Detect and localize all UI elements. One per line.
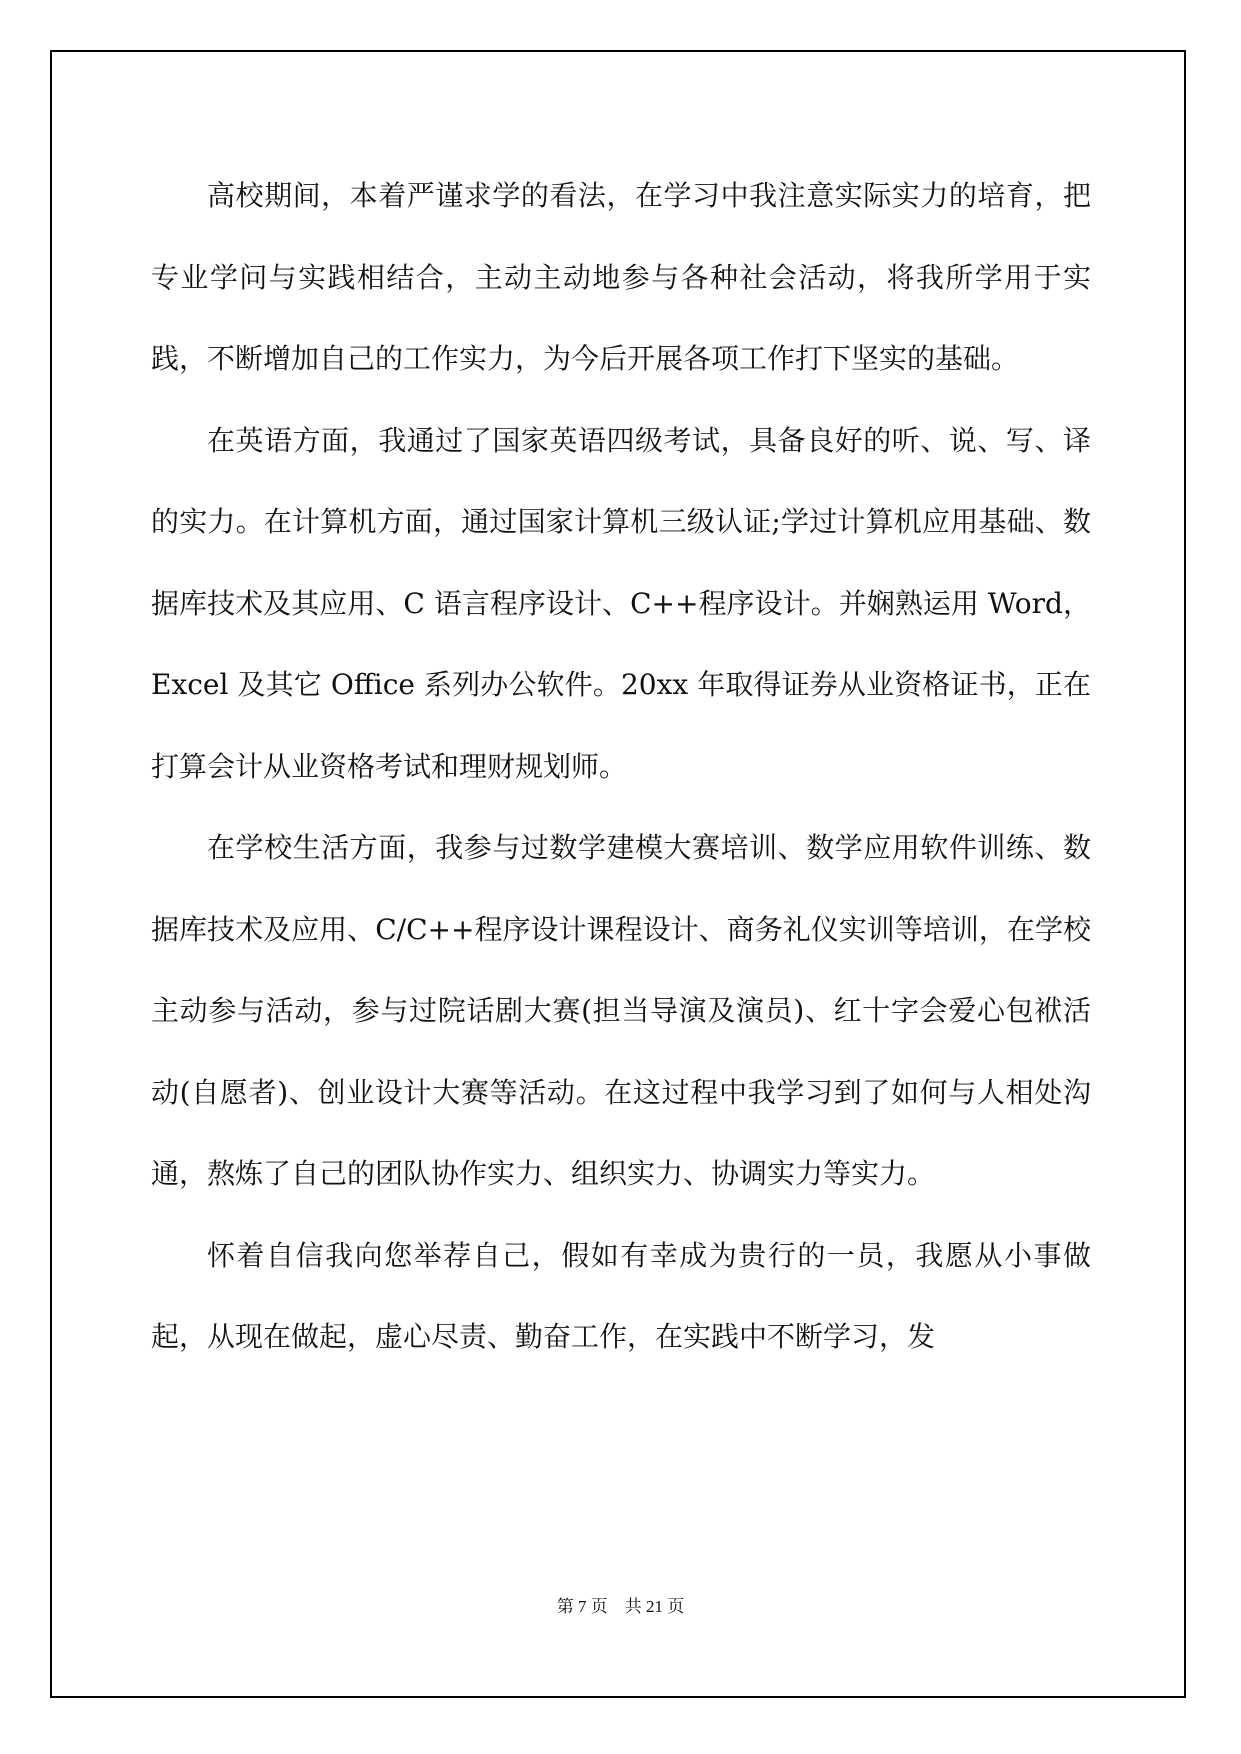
document-body	[151, 155, 1091, 1378]
page-number: 第 7 页 共 21 页	[556, 1597, 685, 1616]
paragraph-skills: 在英语方面，我通过了国家英语四级考试，具备良好的听、说、写、译的实力。在计算机方面，通过国家计算机三级认证;学过计算机应用基础、数据库技术及其应用、C 语言程序设计、C++程序设计。并娴熟运用 Word，Excel 及其它 Office 系列办公软件。20xx 年取得证券从业资格证书，正在打算会计从业资格考试和理财规划师。	[151, 423, 1091, 783]
paragraph-campus-life: 在学校生活方面，我参与过数学建模大赛培训、数学应用软件训练、数据库技术及应用、C/C++程序设计课程设计、商务礼仪实训等培训，在学校主动参与活动，参与过院话剧大赛(担当导演及演员)、红十字会爱心包袱活动(自愿者)、创业设计大赛等活动。在这过程中我学习到了如何与人相处沟通，熬炼了自己的团队协作实力、组织实力、协调实力等实力。	[151, 831, 1091, 1190]
paragraph-closing: 怀着自信我向您举荐自己，假如有幸成为贵行的一员，我愿从小事做起，从现在做起，虚心尽责、勤奋工作，在实践中不断学习，发	[151, 1238, 1091, 1353]
paragraph-education: 高校期间，本着严谨求学的看法，在学习中我注意实际实力的培育，把专业学问与实践相结合，主动主动地参与各种社会活动，将我所学用于实践，不断增加自己的工作实力，为今后开展各项工作打下坚实的基础。	[151, 179, 1091, 375]
